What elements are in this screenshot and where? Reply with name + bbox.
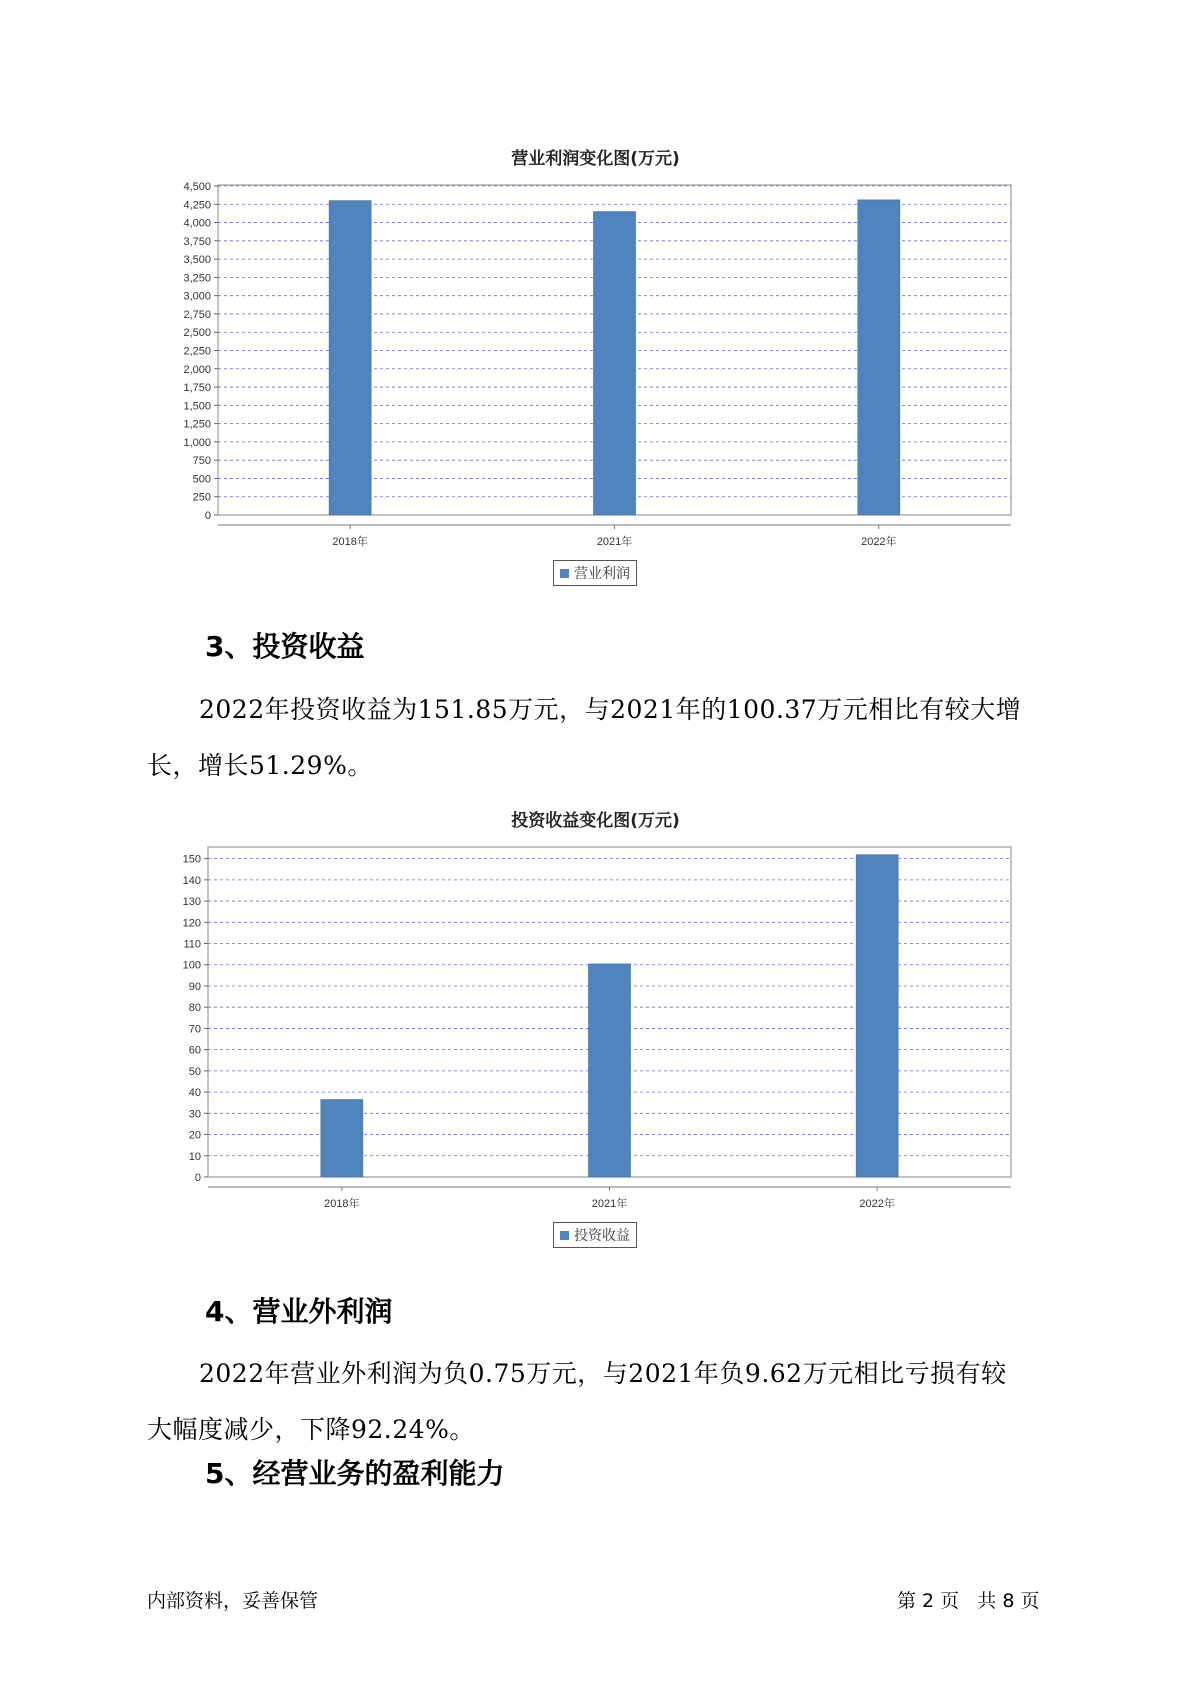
chart2-y-tick-label: 90 [188, 980, 201, 993]
section-4-line-1: 2022年营业外利润为负0.75万元，与2021年负9.62万元相比亏损有较 [199, 1359, 1007, 1388]
chart2-y-tick-label: 60 [188, 1044, 201, 1057]
chart1-y-tick-label: 4,000 [183, 217, 211, 230]
chart1-bar-2 [858, 200, 900, 515]
chart2-y-tick-label: 150 [182, 853, 201, 866]
chart1-bar-0 [329, 201, 371, 515]
chart2-legend-label: 投资收益 [574, 1228, 630, 1244]
chart2-x-tick-label: 2018年 [324, 1198, 360, 1210]
section-4-line-2: 大幅度减少，下降92.24%。 [147, 1415, 475, 1444]
chart1-y-tick-label: 3,750 [183, 235, 211, 248]
chart1-legend-label: 营业利润 [574, 566, 630, 582]
chart2-bar-0 [321, 1100, 363, 1177]
chart1-title: 营业利润变化图(万元) [511, 149, 680, 169]
section-4-heading: 4、营业外利润 [205, 1295, 393, 1328]
chart2-x-tick-label: 2021年 [591, 1198, 628, 1210]
chart2-y-tick-label: 130 [182, 896, 201, 909]
chart2-y-tick-label: 110 [183, 938, 201, 951]
chart1-y-tick-label: 1,000 [183, 436, 211, 449]
chart1-y-tick-label: 750 [192, 455, 211, 468]
chart2-legend [553, 1222, 637, 1248]
chart2-title: 投资收益变化图(万元) [511, 811, 680, 831]
chart1-y-tick-label: 4,500 [183, 181, 211, 193]
chart1-y-tick-label: 250 [192, 491, 211, 504]
chart2-y-tick-label: 20 [188, 1129, 201, 1142]
section-4-paragraph [147, 1346, 1047, 1458]
chart2-y-tick-label: 0 [194, 1172, 201, 1184]
chart1-x-tick-label: 2018年 [332, 536, 368, 548]
chart1-legend [553, 560, 637, 586]
chart2-y-tick-label: 80 [188, 1002, 201, 1015]
chart2-y-tick-label: 120 [182, 917, 201, 930]
page-number: 第 2 页 共 8 页 [897, 1590, 1040, 1612]
chart1-y-tick-label: 3,250 [183, 272, 211, 285]
chart1-x-tick-label: 2022年 [861, 536, 897, 548]
chart1-x-tick-label: 2021年 [596, 536, 633, 548]
chart2-y-tick-label: 70 [188, 1023, 201, 1036]
chart2-y-tick-label: 50 [188, 1065, 201, 1078]
footer-note: 内部资料，妥善保管 [147, 1590, 319, 1612]
chart1-y-tick-label: 2,250 [183, 345, 211, 358]
legend-swatch [560, 569, 569, 578]
chart1-y-tick-label: 1,750 [183, 382, 211, 395]
chart1-y-tick-label: 2,000 [183, 363, 211, 376]
chart1-y-tick-label: 500 [192, 473, 211, 486]
section-3-heading: 3、投资收益 [205, 630, 365, 663]
chart2-bar-1 [589, 964, 631, 1177]
operating-profit-chart [0, 170, 1191, 590]
section-3-paragraph [147, 682, 1047, 794]
chart2-x-tick-label: 2022年 [859, 1198, 895, 1210]
chart1-y-tick-label: 1,250 [183, 418, 211, 431]
chart2-bar-2 [856, 855, 898, 1177]
chart1-y-tick-label: 4,250 [183, 199, 211, 212]
chart1-y-tick-label: 2,750 [183, 308, 211, 321]
section-3-line-1: 2022年投资收益为151.85万元，与2021年的100.37万元相比有较大增 [199, 695, 1022, 724]
investment-income-chart [0, 832, 1191, 1252]
chart2-y-tick-label: 100 [182, 959, 201, 972]
chart2-y-tick-label: 30 [188, 1108, 201, 1121]
chart1-y-tick-label: 2,500 [183, 327, 211, 340]
chart1-y-tick-label: 1,500 [183, 400, 211, 413]
section-3-line-2: 长，增长51.29%。 [147, 751, 373, 780]
section-5-heading: 5、经营业务的盈利能力 [205, 1457, 505, 1490]
legend-swatch [560, 1231, 569, 1240]
chart1-y-tick-label: 0 [204, 510, 211, 522]
chart1-y-tick-label: 3,000 [183, 290, 211, 303]
chart2-y-tick-label: 10 [188, 1150, 201, 1163]
chart1-bar-1 [594, 212, 636, 515]
chart2-y-tick-label: 40 [188, 1087, 201, 1100]
chart1-y-tick-label: 3,500 [183, 254, 211, 267]
chart2-y-tick-label: 140 [182, 874, 201, 887]
